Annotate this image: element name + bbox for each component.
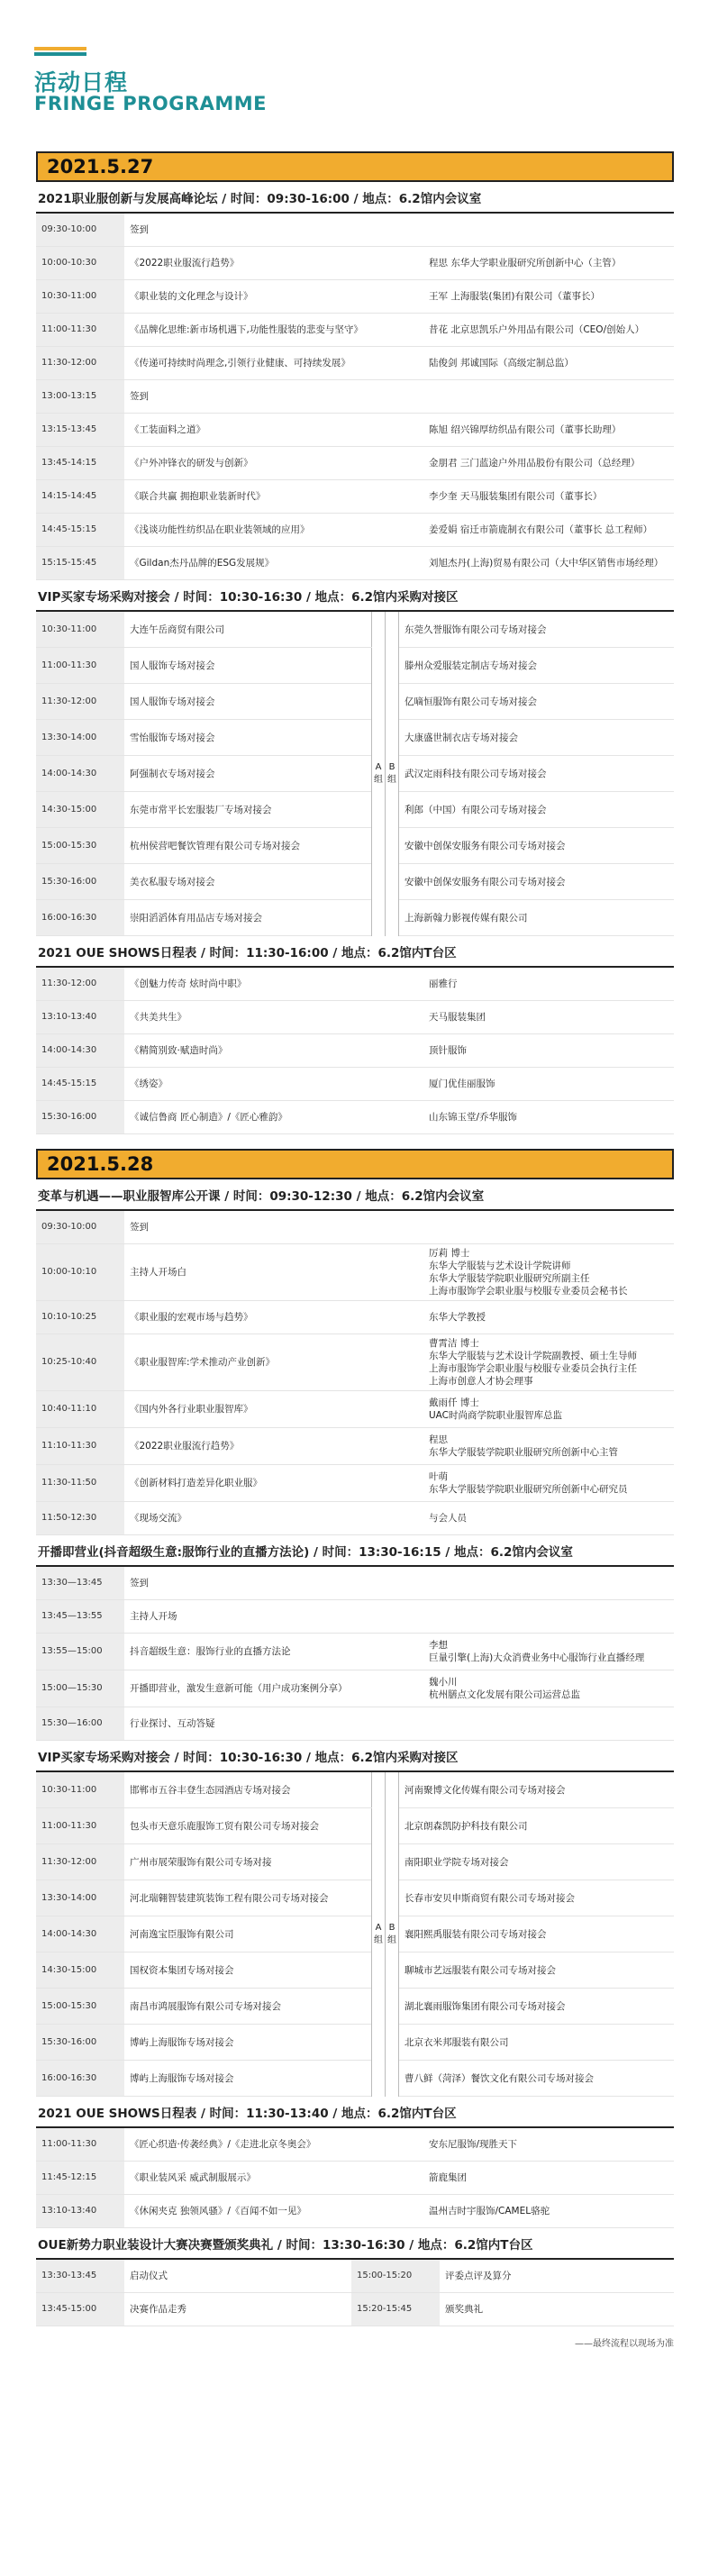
date-bar: 2021.5.27 bbox=[36, 151, 674, 182]
table-row bbox=[36, 414, 674, 447]
speaker-cell bbox=[423, 214, 674, 247]
section-heading: 2021职业服创新与发展高峰论坛 / 时间：09:30-16:00 / 地点：6.2馆内会议室 bbox=[36, 182, 674, 214]
time-cell: 11:10-11:30 bbox=[36, 1428, 124, 1465]
speaker-cell bbox=[423, 1567, 674, 1600]
time-cell: 15:30-16:00 bbox=[36, 2025, 124, 2061]
group-a-cell: 南昌市鸿展服饰有限公司专场对接会 bbox=[124, 1989, 372, 2025]
time-cell: 11:50-12:30 bbox=[36, 1502, 124, 1535]
table-row bbox=[36, 1952, 674, 1989]
topic-cell: 《浅谈功能性纺织品在职业装领域的应用》 bbox=[124, 514, 423, 547]
time-cell: 11:00-11:30 bbox=[36, 648, 124, 684]
time-cell: 13:45-15:00 bbox=[36, 2293, 124, 2326]
table-row bbox=[36, 2061, 674, 2097]
topic-cell: 《共美共生》 bbox=[124, 1001, 423, 1034]
table-row bbox=[36, 612, 674, 648]
event-cell: 决赛作品走秀 bbox=[124, 2293, 351, 2326]
group-b-label: B组 bbox=[386, 612, 399, 936]
event-cell: 评委点评及算分 bbox=[440, 2260, 674, 2293]
speaker-cell: 山东锦玉堂/乔华服饰 bbox=[423, 1101, 674, 1134]
title-decoration bbox=[34, 47, 86, 57]
group-b-cell: 南阳职业学院专场对接会 bbox=[399, 1844, 675, 1880]
topic-cell: 《职业服的宏观市场与趋势》 bbox=[124, 1301, 423, 1334]
time-cell: 14:45-15:15 bbox=[36, 514, 124, 547]
table-row bbox=[36, 2025, 674, 2061]
group-b-cell: 河南聚博文化传媒有限公司专场对接会 bbox=[399, 1772, 675, 1808]
time-cell: 15:30-16:00 bbox=[36, 1101, 124, 1134]
topic-cell: 开播即营业，激发生意新可能（用户成功案例分享） bbox=[124, 1670, 423, 1707]
topic-cell: 签到 bbox=[124, 380, 423, 414]
table-row bbox=[36, 1808, 674, 1844]
group-a-cell: 杭州侯营吧餐饮管理有限公司专场对接会 bbox=[124, 828, 372, 864]
group-b-cell: 长春市安贝申斯商贸有限公司专场对接会 bbox=[399, 1880, 675, 1916]
time-cell: 10:10-10:25 bbox=[36, 1301, 124, 1334]
group-b-cell: 北京朗森凯防护科技有限公司 bbox=[399, 1808, 675, 1844]
award-table bbox=[36, 2260, 674, 2326]
table-row bbox=[36, 1211, 674, 1244]
event-cell: 启动仪式 bbox=[124, 2260, 351, 2293]
group-a-cell: 国人服饰专场对接会 bbox=[124, 684, 372, 720]
time-cell: 13:30-14:00 bbox=[36, 1880, 124, 1916]
schedule-table bbox=[36, 1567, 674, 1741]
group-a-cell: 邯郸市五谷丰登生态园酒店专场对接会 bbox=[124, 1772, 372, 1808]
time-cell: 15:30-16:00 bbox=[36, 864, 124, 900]
table-row bbox=[36, 514, 674, 547]
table-row bbox=[36, 1844, 674, 1880]
event-cell: 颁奖典礼 bbox=[440, 2293, 674, 2326]
section-heading: VIP买家专场采购对接会 / 时间：10:30-16:30 / 地点：6.2馆内采购对接区 bbox=[36, 580, 674, 612]
speaker-cell: 魏小川 杭州膳点文化发展有限公司运营总监 bbox=[423, 1670, 674, 1707]
footer-note: ——最终流程以现场为准 bbox=[575, 2339, 674, 2349]
group-b-cell: 滕州众爱服装定制店专场对接会 bbox=[399, 648, 675, 684]
time-cell: 13:15-13:45 bbox=[36, 414, 124, 447]
group-b-label: B组 bbox=[386, 1772, 399, 2097]
time-cell: 11:00-11:30 bbox=[36, 1808, 124, 1844]
table-row bbox=[36, 347, 674, 380]
time-cell: 14:15-14:45 bbox=[36, 480, 124, 514]
group-a-cell: 大连午岳商贸有限公司 bbox=[124, 612, 372, 648]
time-cell: 10:00-10:30 bbox=[36, 247, 124, 280]
table-row bbox=[36, 280, 674, 314]
speaker-cell: 曹霄洁 博士 东华大学服装与艺术设计学院副教授、硕士生导师 上海市服饰学会职业服与校服专业委员会执行主任 上海市创意人才协会理事 bbox=[423, 1334, 674, 1391]
topic-cell: 主持人开场白 bbox=[124, 1244, 423, 1301]
time-cell: 16:00-16:30 bbox=[36, 900, 124, 936]
speaker-cell: 厦门优佳丽服饰 bbox=[423, 1068, 674, 1101]
time-cell: 11:30-11:50 bbox=[36, 1465, 124, 1502]
table-row bbox=[36, 1001, 674, 1034]
table-row bbox=[36, 214, 674, 247]
group-b-cell: 北京衣米邦服装有限公司 bbox=[399, 2025, 675, 2061]
group-a-cell: 博屿上海服饰专场对接会 bbox=[124, 2025, 372, 2061]
table-row bbox=[36, 1244, 674, 1301]
speaker-cell: 刘旭杰丹(上海)贸易有限公司（大中华区销售市场经理） bbox=[423, 547, 674, 580]
time-cell: 11:30-12:00 bbox=[36, 347, 124, 380]
time-cell: 14:00-14:30 bbox=[36, 1916, 124, 1952]
time-cell: 13:10-13:40 bbox=[36, 2195, 124, 2228]
table-row bbox=[36, 1634, 674, 1670]
time-cell: 11:30-12:00 bbox=[36, 968, 124, 1001]
table-row bbox=[36, 900, 674, 936]
group-b-cell: 湖北襄雨服饰集团有限公司专场对接会 bbox=[399, 1989, 675, 2025]
table-row bbox=[36, 1600, 674, 1634]
time-cell: 13:30—13:45 bbox=[36, 1567, 124, 1600]
schedule-table bbox=[36, 968, 674, 1134]
group-a-cell: 国人服饰专场对接会 bbox=[124, 648, 372, 684]
section-heading: VIP买家专场采购对接会 / 时间：10:30-16:30 / 地点：6.2馆内采购对接区 bbox=[36, 1741, 674, 1772]
speaker-cell bbox=[423, 1600, 674, 1634]
group-a-cell: 博屿上海服饰专场对接会 bbox=[124, 2061, 372, 2097]
speaker-cell: 李少奎 天马服装集团有限公司（董事长） bbox=[423, 480, 674, 514]
topic-cell: 《精简别致·赋造时尚》 bbox=[124, 1034, 423, 1068]
topic-cell: 签到 bbox=[124, 1567, 423, 1600]
group-a-cell: 包头市天意乐鹿服饰工贸有限公司专场对接会 bbox=[124, 1808, 372, 1844]
group-b-cell: 利郎（中国）有限公司专场对接会 bbox=[399, 792, 675, 828]
speaker-cell: 金朋君 三门蓝途户外用品股份有限公司（总经理） bbox=[423, 447, 674, 480]
topic-cell: 《职业装的文化理念与设计》 bbox=[124, 280, 423, 314]
topic-cell: 《品牌化思维:新市场机遇下,功能性服装的悲变与坚守》 bbox=[124, 314, 423, 347]
group-b-cell: 安徽中创保安服务有限公司专场对接会 bbox=[399, 864, 675, 900]
time-cell: 13:55—15:00 bbox=[36, 1634, 124, 1670]
table-row bbox=[36, 314, 674, 347]
group-a-cell: 雪怡服饰专场对接会 bbox=[124, 720, 372, 756]
topic-cell: 《2022职业服流行趋势》 bbox=[124, 1428, 423, 1465]
table-row bbox=[36, 2260, 674, 2293]
time-cell: 13:30-14:00 bbox=[36, 720, 124, 756]
topic-cell: 《绣姿》 bbox=[124, 1068, 423, 1101]
time-cell: 10:30-11:00 bbox=[36, 1772, 124, 1808]
time-cell: 14:00-14:30 bbox=[36, 1034, 124, 1068]
topic-cell: 《传递可持续时尚理念,引领行业健康、可持续发展》 bbox=[124, 347, 423, 380]
group-a-cell: 河南逸宝臣服饰有限公司 bbox=[124, 1916, 372, 1952]
topic-cell: 《匠心织造·传袭经典》/《走进北京冬奥会》 bbox=[124, 2128, 423, 2162]
speaker-cell: 与会人员 bbox=[423, 1502, 674, 1535]
time-cell: 15:30—16:00 bbox=[36, 1707, 124, 1741]
group-a-cell: 河北瑞翱智装建筑装饰工程有限公司专场对接会 bbox=[124, 1880, 372, 1916]
group-b-cell: 武汉定雨科技有限公司专场对接会 bbox=[399, 756, 675, 792]
table-row bbox=[36, 828, 674, 864]
group-b-cell: 聊城市艺远服装有限公司专场对接会 bbox=[399, 1952, 675, 1989]
speaker-cell bbox=[423, 380, 674, 414]
topic-cell: 行业探讨、互动答疑 bbox=[124, 1707, 423, 1741]
topic-cell: 《职业装风采 威武制服展示》 bbox=[124, 2162, 423, 2195]
time-cell: 13:10-13:40 bbox=[36, 1001, 124, 1034]
group-a-cell: 广州市展荣服饰有限公司专场对接 bbox=[124, 1844, 372, 1880]
schedule bbox=[36, 142, 674, 2349]
time-cell: 09:30-10:00 bbox=[36, 1211, 124, 1244]
section-heading: 开播即营业(抖音超级生意:服饰行业的直播方法论) / 时间：13:30-16:15 / 地点：6.2馆内会议室 bbox=[36, 1535, 674, 1567]
table-row bbox=[36, 2162, 674, 2195]
time-cell: 14:30-15:00 bbox=[36, 792, 124, 828]
topic-cell: 《现场交流》 bbox=[124, 1502, 423, 1535]
speaker-cell: 戴雨仟 博士 UAC时尚商学院职业服智库总监 bbox=[423, 1391, 674, 1428]
table-row bbox=[36, 648, 674, 684]
table-row bbox=[36, 1428, 674, 1465]
table-row bbox=[36, 480, 674, 514]
group-b-cell: 襄阳熙禹服装有限公司专场对接会 bbox=[399, 1916, 675, 1952]
time-cell: 11:45-12:15 bbox=[36, 2162, 124, 2195]
table-row bbox=[36, 1707, 674, 1741]
group-a-cell: 美衣私服专场对接会 bbox=[124, 864, 372, 900]
time-cell: 10:30-11:00 bbox=[36, 280, 124, 314]
speaker-cell: 叶萌 东华大学服装学院职业服研究所创新中心研究员 bbox=[423, 1465, 674, 1502]
speaker-cell: 陆俊剑 邦诚国际（高级定制总监） bbox=[423, 347, 674, 380]
speaker-cell: 天马服装集团 bbox=[423, 1001, 674, 1034]
table-row bbox=[36, 1772, 674, 1808]
topic-cell: 《职业服智库:学术推动产业创新》 bbox=[124, 1334, 423, 1391]
time-cell: 14:45-15:15 bbox=[36, 1068, 124, 1101]
table-row bbox=[36, 1034, 674, 1068]
group-a-cell: 东莞市常平长宏服装厂专场对接会 bbox=[124, 792, 372, 828]
table-row bbox=[36, 380, 674, 414]
section-heading: OUE新势力职业装设计大赛决赛暨颁奖典礼 / 时间：13:30-16:30 / 地点：6.2馆内T台区 bbox=[36, 2228, 674, 2260]
table-row bbox=[36, 1567, 674, 1600]
topic-cell: 《户外冲锋衣的研发与创新》 bbox=[124, 447, 423, 480]
section-heading: 变革与机遇——职业服智库公开课 / 时间：09:30-12:30 / 地点：6.2馆内会议室 bbox=[36, 1179, 674, 1211]
page-subtitle: FRINGE PROGRAMME bbox=[34, 93, 268, 114]
time-cell: 09:30-10:00 bbox=[36, 214, 124, 247]
time-cell: 15:00-15:30 bbox=[36, 1989, 124, 2025]
group-b-cell: 上海新翰力影视传媒有限公司 bbox=[399, 900, 675, 936]
table-row bbox=[36, 2128, 674, 2162]
topic-cell: 《2022职业服流行趋势》 bbox=[124, 247, 423, 280]
speaker-cell: 厉莉 博士 东华大学服装与艺术设计学院讲师 东华大学服装学院职业服研究所副主任 上海市服饰学会职业服与校服专业委员会秘书长 bbox=[423, 1244, 674, 1301]
group-b-cell: 大康盛世制衣店专场对接会 bbox=[399, 720, 675, 756]
table-row bbox=[36, 1334, 674, 1391]
schedule-table bbox=[36, 214, 674, 580]
table-row bbox=[36, 547, 674, 580]
topic-cell: 《工装面料之道》 bbox=[124, 414, 423, 447]
speaker-cell: 东华大学教授 bbox=[423, 1301, 674, 1334]
topic-cell: 签到 bbox=[124, 1211, 423, 1244]
time-cell: 13:30-13:45 bbox=[36, 2260, 124, 2293]
time-cell: 15:15-15:45 bbox=[36, 547, 124, 580]
time-cell: 16:00-16:30 bbox=[36, 2061, 124, 2097]
time-cell: 11:30-12:00 bbox=[36, 684, 124, 720]
group-b-cell: 东莞久誉服饰有限公司专场对接会 bbox=[399, 612, 675, 648]
time-cell: 15:20-15:45 bbox=[351, 2293, 440, 2326]
time-cell: 10:30-11:00 bbox=[36, 612, 124, 648]
table-row bbox=[36, 1502, 674, 1535]
table-row bbox=[36, 864, 674, 900]
table-row bbox=[36, 968, 674, 1001]
time-cell: 15:00-15:20 bbox=[351, 2260, 440, 2293]
speaker-cell bbox=[423, 1211, 674, 1244]
speaker-cell: 陈旭 绍兴锦厚纺织品有限公司（董事长助理） bbox=[423, 414, 674, 447]
topic-cell: 《创魅力传奇 炫时尚中职》 bbox=[124, 968, 423, 1001]
table-row bbox=[36, 1989, 674, 2025]
table-row bbox=[36, 720, 674, 756]
table-row bbox=[36, 756, 674, 792]
time-cell: 13:00-13:15 bbox=[36, 380, 124, 414]
spacer bbox=[36, 1134, 674, 1140]
speaker-cell: 安东尼服饰/现胜天下 bbox=[423, 2128, 674, 2162]
time-cell: 10:40-11:10 bbox=[36, 1391, 124, 1428]
time-cell: 11:00-11:30 bbox=[36, 314, 124, 347]
table-row bbox=[36, 1068, 674, 1101]
time-cell: 11:30-12:00 bbox=[36, 1844, 124, 1880]
speaker-cell: 姜爱娟 宿迁市箭鹿制衣有限公司（董事长 总工程师） bbox=[423, 514, 674, 547]
schedule-body bbox=[36, 151, 674, 2326]
vip-table bbox=[36, 1772, 674, 2097]
topic-cell: 《创新材料打造差异化职业服》 bbox=[124, 1465, 423, 1502]
speaker-cell: 昔花 北京思凯乐户外用品有限公司（CEO/创始人） bbox=[423, 314, 674, 347]
table-row bbox=[36, 1670, 674, 1707]
vip-table bbox=[36, 612, 674, 936]
speaker-cell: 箭鹿集团 bbox=[423, 2162, 674, 2195]
table-row bbox=[36, 1301, 674, 1334]
table-row bbox=[36, 447, 674, 480]
time-cell: 14:00-14:30 bbox=[36, 756, 124, 792]
topic-cell: 《联合共赢 拥抱职业装新时代》 bbox=[124, 480, 423, 514]
schedule-table bbox=[36, 2128, 674, 2228]
time-cell: 11:00-11:30 bbox=[36, 2128, 124, 2162]
time-cell: 13:45—13:55 bbox=[36, 1600, 124, 1634]
time-cell: 10:00-10:10 bbox=[36, 1244, 124, 1301]
time-cell: 15:00-15:30 bbox=[36, 828, 124, 864]
speaker-cell: 温州吉时宇服饰/CAMEL骆驼 bbox=[423, 2195, 674, 2228]
group-a-label: A组 bbox=[372, 1772, 386, 2097]
date-bar: 2021.5.28 bbox=[36, 1149, 674, 1179]
table-row bbox=[36, 1101, 674, 1134]
topic-cell: 《休闲夹克 独领风骚》/《百闻不如一见》 bbox=[124, 2195, 423, 2228]
group-a-label: A组 bbox=[372, 612, 386, 936]
table-row bbox=[36, 1391, 674, 1428]
page-title: 活动日程 bbox=[34, 69, 129, 96]
speaker-cell: 李想 巨量引擎(上海)大众消费业务中心服饰行业直播经理 bbox=[423, 1634, 674, 1670]
topic-cell: 《诚信鲁商 匠心制造》/《匠心雅韵》 bbox=[124, 1101, 423, 1134]
speaker-cell: 程思 东华大学服装学院职业服研究所创新中心主管 bbox=[423, 1428, 674, 1465]
topic-cell: 《Gildan杰丹品牌的ESG发展规》 bbox=[124, 547, 423, 580]
section-heading: 2021 OUE SHOWS日程表 / 时间：11:30-13:40 / 地点：6.2馆内T台区 bbox=[36, 2097, 674, 2128]
speaker-cell: 王军 上海服装(集团)有限公司（董事长） bbox=[423, 280, 674, 314]
table-row bbox=[36, 792, 674, 828]
table-row bbox=[36, 247, 674, 280]
group-a-cell: 崇阳滔滔体育用品店专场对接会 bbox=[124, 900, 372, 936]
topic-cell: 签到 bbox=[124, 214, 423, 247]
topic-cell: 主持人开场 bbox=[124, 1600, 423, 1634]
time-cell: 10:25-10:40 bbox=[36, 1334, 124, 1391]
group-b-cell: 安徽中创保安服务有限公司专场对接会 bbox=[399, 828, 675, 864]
speaker-cell bbox=[423, 1707, 674, 1741]
table-row bbox=[36, 2293, 674, 2326]
group-a-cell: 国权资本集团专场对接会 bbox=[124, 1952, 372, 1989]
speaker-cell: 顶针服饰 bbox=[423, 1034, 674, 1068]
group-a-cell: 阿强制衣专场对接会 bbox=[124, 756, 372, 792]
time-cell: 13:45-14:15 bbox=[36, 447, 124, 480]
table-row bbox=[36, 1916, 674, 1952]
section-heading: 2021 OUE SHOWS日程表 / 时间：11:30-16:00 / 地点：6.2馆内T台区 bbox=[36, 936, 674, 968]
speaker-cell: 丽雅行 bbox=[423, 968, 674, 1001]
topic-cell: 《国内外各行业职业服智库》 bbox=[124, 1391, 423, 1428]
schedule-table bbox=[36, 1211, 674, 1535]
group-b-cell: 亿嘀恒服饰有限公司专场对接会 bbox=[399, 684, 675, 720]
table-row bbox=[36, 2195, 674, 2228]
speaker-cell: 程思 东华大学职业服研究所创新中心（主管） bbox=[423, 247, 674, 280]
group-b-cell: 曹八鲜（菏泽）餐饮文化有限公司专场对接会 bbox=[399, 2061, 675, 2097]
table-row bbox=[36, 1465, 674, 1502]
time-cell: 14:30-15:00 bbox=[36, 1952, 124, 1989]
table-row bbox=[36, 684, 674, 720]
topic-cell: 抖音超级生意：服饰行业的直播方法论 bbox=[124, 1634, 423, 1670]
time-cell: 15:00—15:30 bbox=[36, 1670, 124, 1707]
table-row bbox=[36, 1880, 674, 1916]
